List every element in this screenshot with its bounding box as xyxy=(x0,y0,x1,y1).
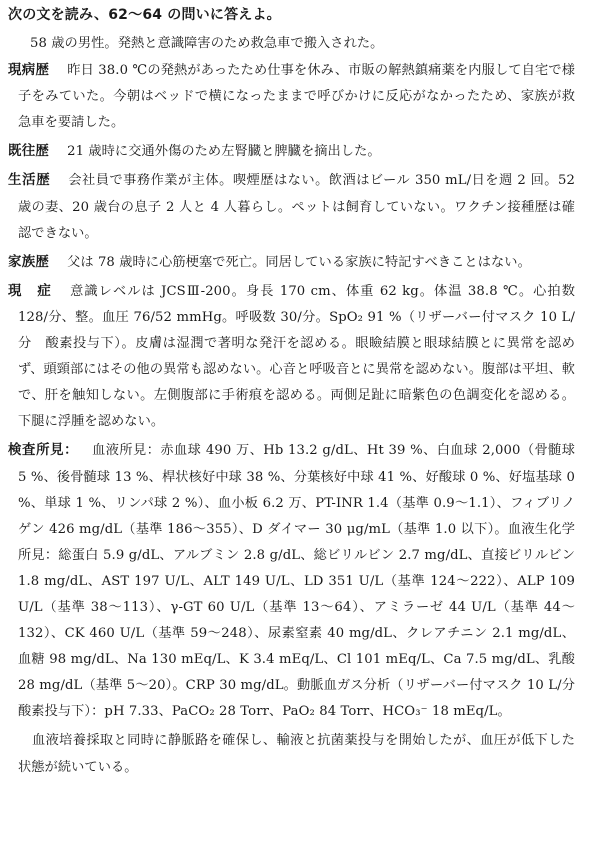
section-lab-findings xyxy=(8,438,589,725)
section-text-present-illness: 昨日 38.0 ℃の発熱があったため仕事を休み、市販の解熱鎮痛薬を内服して自宅で様子をみていた。今朝はベッドで横になったままで呼びかけに反応がなかったため、家族が救急車を要請した。 xyxy=(18,63,575,131)
section-label-physical-findings: 現 症 xyxy=(8,283,53,299)
section-label-social-history: 生活歴 xyxy=(8,173,51,189)
section-text-family-history: 父は 78 歳時に心筋梗塞で死亡。同居している家族に特記すべきことはない。 xyxy=(67,254,531,270)
section-past-history xyxy=(8,139,575,165)
section-text-past-history: 21 歳時に交通外傷のため左腎臓と脾臓を摘出した。 xyxy=(67,144,381,160)
section-text-lab-findings: 血液所見：赤血球 490 万、Hb 13.2 g/dL、Ht 39 %、白血球 2,000（骨髄球 5 %、後骨髄球 13 %、桿状核好中球 38 %、分葉核好中球 41 %、好酸球 0 %、好塩基球 0 %、単球 1 %、リンパ球 2 %）、血小板 6.2 万、PT-INR 1.4（基準 0.9〜1.1）、フィブリノゲン 426 mg/dL（基準 186〜355）、D ダイマー 30 μg/mL（基準 1.0 以下）。血液生化学所見：総蛋白 5.9 g/dL、アルブミン 2.8 g/dL、総ビリルビン 2.7 mg/dL、直接ビリルビン 1.8 mg/dL、AST 197 U/L、ALT 149 U/L、LD 351 U/L（基準 124〜222）、ALP 109 U/L（基準 38〜113）、γ-GT 60 U/L（基準 13〜64）、アミラーゼ 44 U/L（基準 44〜132）、CK 460 U/L（基準 59〜248）、尿素窒素 40 mg/dL、クレアチニン 2.1 mg/dL、血糖 98 mg/dL、Na 130 mEq/L、K 3.4 mEq/L、Cl 101 mEq/L、Ca 7.5 mg/dL、乳酸 28 mg/dL（基準 5〜20）。CRP 30 mg/dL。動脈血ガス分析（リザーバー付マスク 10 L/分 酸素投与下）：pH 7.33、PaCO₂ 28 Torr、PaO₂ 84 Torr、HCO₃⁻ 18 mEq/L。 xyxy=(18,443,589,720)
section-physical-findings xyxy=(8,279,576,436)
section-text-physical-findings: 意識レベルは JCSⅢ-200。身長 170 cm、体重 62 kg。体温 38.8 ℃。心拍数 128/分、整。血圧 76/52 mmHg。呼吸数 30/分。SpO₂ 91 %（リザーバー付マスク 10 L/分 酸素投与下）。皮膚は湿潤で著明な発汗を認める。眼瞼結膜と眼球結膜とに異常を認めず、頭頸部にはその他の異常も認めない。心音と呼吸音とに異常を認めない。腹部は平坦、軟で、肝を触知しない。左側腹部に手術痕を認める。両側足趾に暗紫色の色調変化を認める。下腿に浮腫を認めない。 xyxy=(18,283,576,430)
closing-paragraph: 血液培養採取と同時に静脈路を確保し、輸液と抗菌薬投与を開始したが、血圧が低下した状態が続いている。 xyxy=(18,733,575,775)
section-social-history xyxy=(8,168,575,246)
section-label-past-history: 既往歴 xyxy=(8,144,50,160)
section-text-social-history: 会社員で事務作業が主体。喫煙歴はない。飲酒はビール 350 mL/日を週 2 回。52 歳の妻、20 歳台の息子 2 人と 4 人暮らし。ペットは飼育していない。ワクチン接種歴は確認できない。 xyxy=(18,173,575,241)
section-label-family-history: 家族歴 xyxy=(8,254,50,270)
section-label-present-illness: 現病歴 xyxy=(8,63,50,79)
case-intro: 58 歳の男性。発熱と意識障害のため救急車で搬入された。 xyxy=(30,36,384,51)
section-label-lab-findings: 検査所見： xyxy=(8,443,79,459)
question-instruction: 次の文を読み、62〜64 の問いに答えよ。 xyxy=(8,7,281,23)
section-present-illness xyxy=(8,58,575,136)
section-family-history xyxy=(8,250,575,276)
